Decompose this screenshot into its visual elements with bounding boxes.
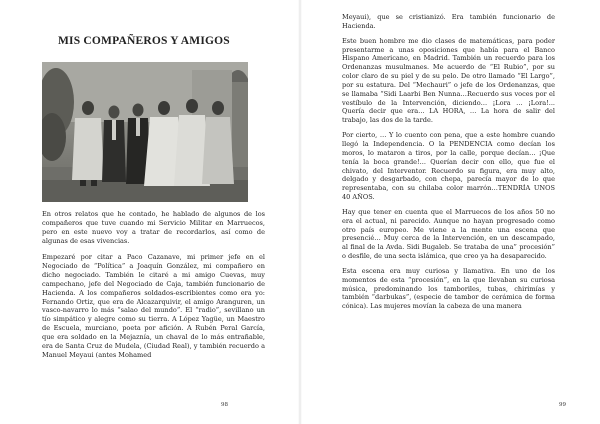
left-text-column bbox=[42, 210, 265, 366]
page-number: 98 bbox=[221, 402, 228, 408]
paragraph: Empezaré por citar a Paco Cazanave, mi primer jefe en el Negociado de “Política” a Joaquín González, mi compañero en dicho negociado. También le citaré a mi amigo Cuevas, muy campechano, jefe del Negociado de Caja, también funcionario de Hacienda. A los compañeros soldados-escribientes como era yo: Fernando Ortiz, que era de Alcazarquivir, el amigo Aranguren, un vasco-navarro lo más “salao del mundo”. El “radio”, sevillano un tío simpático y alegre como su tierra. A López Yagüe, un Maestro de Escuela, murciano, poeta por afición. A Rubén Peral García, que era soldado en la Mejaznía, un chaval de lo más entrañable, era de Santa Cruz de Mudela, (Ciudad Real), y también recuerdo a Manuel Meyaui (antes Mohamed bbox=[42, 253, 265, 359]
right-page bbox=[300, 0, 600, 424]
chapter-title: MIS COMPAÑEROS Y AMIGOS bbox=[58, 35, 230, 47]
paragraph: Meyaui), que se cristianizó. Era también funcionario de Hacienda. bbox=[342, 13, 555, 30]
group-photo-graphic bbox=[42, 62, 248, 202]
paragraph: Por cierto, … Y lo cuento con pena, que a este hombre cuando llegó la Independencia. O la PENDENCIA como decían los moros, lo mataron a tiros, por la calle, porque decían… ¡Que tenía la boca grande!... Querían decir con ello, que fue el chivato, del Interventor. Recuerdo su figura, era muy alto, delgado y desgarbado, con chepa, parecía mayor de lo que representaba, con su chilaba color marrón…TENDRÍA UNOS 40 AÑOS. bbox=[342, 131, 555, 202]
right-text-column bbox=[342, 13, 555, 317]
paragraph: Este buen hombre me dio clases de matemáticas, para poder presentarme a unas oposiciones que había para el Banco Hispano Americano, en Madrid. También un recuerdo para los Ordenanzas musulmanes. Me acuerdo de “El Rubio”, por su color claro de su piel y de su pelo. De otro llamado “El Largo”, por su estatura. Del “Mechauri” o jefe de los Ordenanzas, que se llamaba “Sidi Laarbi Ben Nunna…Recuerdo sus voces por el vestíbulo de la Intervención, diciendo… ¡Lora … ¡Lora!... Quería decir que era… LA HORA, … La hora de salir del trabajo, las dos de la tarde. bbox=[342, 36, 555, 125]
paragraph: Esta escena era muy curiosa y llamativa. En uno de los momentos de esta “procesión”, en la que llevaban su curiosa música, predominando los tamboriles, tubas, chirimías y también “darbukas”, (especie de tambor de cerámica de forma cónica). Las mujeres movían la cabeza de una manera bbox=[342, 266, 555, 311]
group-photo bbox=[42, 62, 248, 202]
paragraph: Hay que tener en cuenta que el Marruecos de los años 50 no era el actual, ni parecido. Aunque no hayan progresado como otro país europeo. Me viene a la mente una escena que presencié… Muy cerca de la Intervención, en un descampado, al final de la Avda. Sidi Bugaleb. Se trataba de una” procesión” o desfile, de una secta islámica, que creo ya ha desaparecido. bbox=[342, 207, 555, 261]
paragraph: En otros relatos que he contado, he hablado de algunos de los compañeros que tuve cuando mi Servicio Militar en Marruecos, pero en este nuevo voy a tratar de recordarlos, así como de algunas de esas vivencias. bbox=[42, 210, 265, 245]
page-number: 99 bbox=[559, 402, 566, 408]
